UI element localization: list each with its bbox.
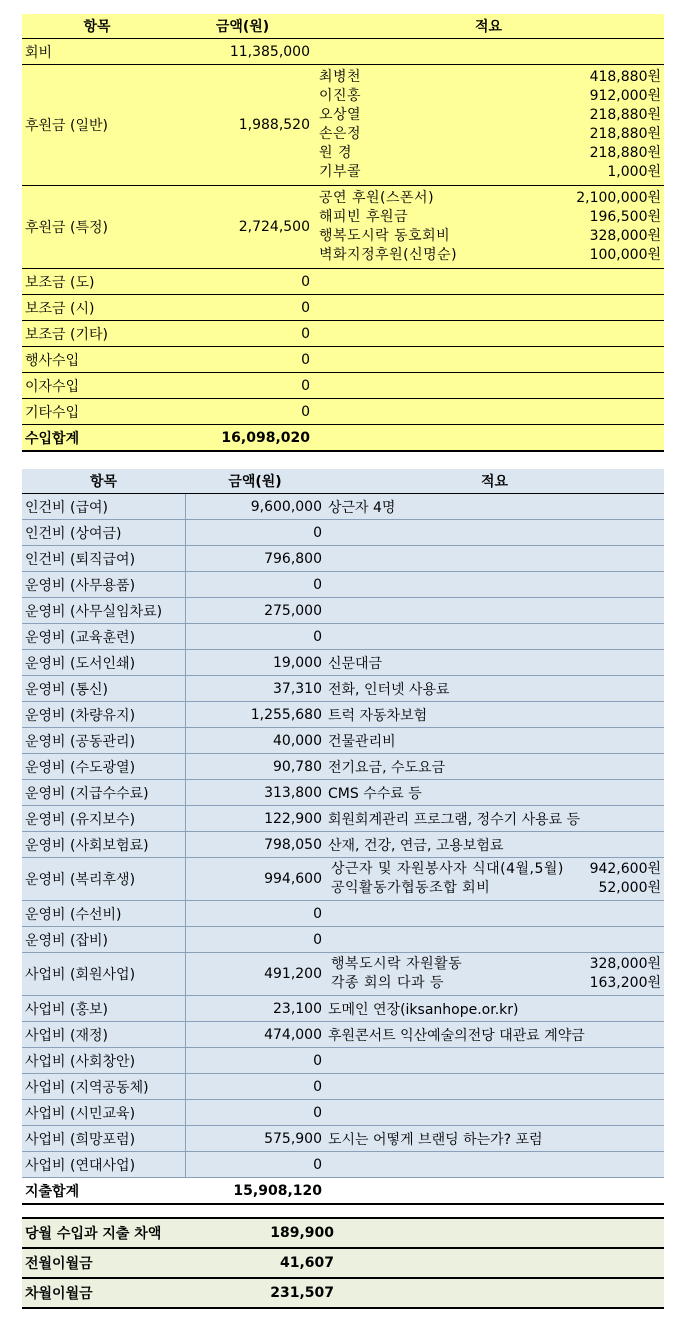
expense-item: 사업비 (지역공동체) — [22, 1074, 185, 1100]
income-item: 기타수입 — [22, 399, 172, 425]
expense-note: 상근자 4명 — [325, 494, 664, 520]
detail-amount: 163,200원 — [589, 975, 661, 991]
summary-amount: 231,507 — [222, 1278, 337, 1308]
expense-note — [325, 1074, 664, 1100]
income-details — [313, 65, 664, 186]
expense-row — [22, 780, 664, 806]
detail-amount: 1,000원 — [607, 164, 661, 180]
expense-total-row — [22, 1178, 664, 1205]
income-amount: 0 — [172, 295, 313, 321]
income-details — [313, 295, 664, 321]
detail-line — [319, 68, 661, 87]
expense-row — [22, 1048, 664, 1074]
expense-amount: 0 — [185, 1152, 325, 1178]
expense-note — [325, 624, 664, 650]
expense-amount: 122,900 — [185, 806, 325, 832]
income-item: 이자수입 — [22, 373, 172, 399]
expense-row — [22, 858, 664, 901]
expense-note: 산재, 건강, 연금, 고용보험료 — [325, 832, 664, 858]
detail-amount: 196,500원 — [589, 209, 661, 225]
expense-amount: 23,100 — [185, 996, 325, 1022]
expense-header-details: 적요 — [325, 469, 664, 494]
expense-item: 사업비 (시민교육) — [22, 1100, 185, 1126]
expense-item: 운영비 (교육훈련) — [22, 624, 185, 650]
expense-row — [22, 832, 664, 858]
expense-note: 전화, 인터넷 사용료 — [325, 676, 664, 702]
detail-amount: 418,880원 — [589, 69, 661, 85]
expense-item: 운영비 (공동관리) — [22, 728, 185, 754]
detail-name: 원 경 — [319, 145, 352, 161]
expense-item: 운영비 (수선비) — [22, 901, 185, 927]
summary-table — [22, 1217, 664, 1309]
detail-amount: 52,000원 — [598, 880, 661, 896]
expense-total-label: 지출합계 — [22, 1178, 185, 1205]
income-item: 후원금 (특정) — [22, 186, 172, 269]
detail-line — [319, 125, 661, 144]
detail-name: 각종 회의 다과 등 — [331, 975, 445, 991]
expense-row — [22, 598, 664, 624]
expense-row — [22, 624, 664, 650]
expense-item: 사업비 (사회창안) — [22, 1048, 185, 1074]
expense-item: 운영비 (잡비) — [22, 927, 185, 953]
summary-row-next-carryover — [22, 1278, 664, 1308]
expense-row — [22, 728, 664, 754]
detail-name: 행복도시락 자원활동 — [331, 956, 463, 972]
expense-note: 트럭 자동차보험 — [325, 702, 664, 728]
expense-item: 인건비 (급여) — [22, 494, 185, 520]
income-row — [22, 321, 664, 347]
expense-amount: 90,780 — [185, 754, 325, 780]
detail-line — [319, 163, 661, 182]
income-row — [22, 39, 664, 65]
detail-amount: 218,880원 — [589, 145, 661, 161]
expense-header-row — [22, 469, 664, 494]
detail-amount: 218,880원 — [589, 107, 661, 123]
expense-amount: 0 — [185, 927, 325, 953]
expense-amount: 0 — [185, 1074, 325, 1100]
income-row — [22, 186, 664, 269]
summary-label: 전월이월금 — [22, 1248, 222, 1278]
income-amount: 0 — [172, 321, 313, 347]
income-amount: 2,724,500 — [172, 186, 313, 269]
detail-line — [319, 106, 661, 125]
expense-amount: 0 — [185, 572, 325, 598]
income-item: 보조금 (기타) — [22, 321, 172, 347]
expense-amount: 275,000 — [185, 598, 325, 624]
detail-name: 기부콜 — [319, 164, 362, 180]
expense-amount: 313,800 — [185, 780, 325, 806]
expense-row — [22, 650, 664, 676]
expense-row — [22, 1074, 664, 1100]
expense-note: 신문대금 — [325, 650, 664, 676]
expense-note: 회원회계관리 프로그램, 정수기 사용료 등 — [325, 806, 664, 832]
income-amount: 0 — [172, 269, 313, 295]
expense-item: 사업비 (홍보) — [22, 996, 185, 1022]
expense-amount: 19,000 — [185, 650, 325, 676]
summary-row-previous-carryover — [22, 1248, 664, 1278]
expense-note — [325, 953, 664, 996]
expense-amount: 0 — [185, 1048, 325, 1074]
detail-line — [319, 189, 661, 208]
income-row — [22, 399, 664, 425]
expense-header-amount: 금액(원) — [185, 469, 325, 494]
expense-row — [22, 572, 664, 598]
expense-item: 운영비 (도서인쇄) — [22, 650, 185, 676]
detail-name: 행복도시락 동호회비 — [319, 228, 451, 244]
detail-amount: 100,000원 — [589, 247, 661, 263]
expense-item: 운영비 (통신) — [22, 676, 185, 702]
expense-amount: 798,050 — [185, 832, 325, 858]
expense-note — [325, 1100, 664, 1126]
expense-row — [22, 754, 664, 780]
detail-amount: 942,600원 — [589, 861, 661, 877]
detail-line — [331, 955, 661, 974]
expense-rows — [22, 494, 664, 1178]
income-details — [313, 39, 664, 65]
detail-line — [319, 87, 661, 106]
income-row — [22, 373, 664, 399]
income-item: 후원금 (일반) — [22, 65, 172, 186]
income-amount: 0 — [172, 373, 313, 399]
income-item: 보조금 (시) — [22, 295, 172, 321]
income-item: 행사수입 — [22, 347, 172, 373]
expense-amount: 0 — [185, 624, 325, 650]
expense-row — [22, 676, 664, 702]
income-row — [22, 65, 664, 186]
income-amount: 1,988,520 — [172, 65, 313, 186]
detail-name: 최병천 — [319, 69, 362, 85]
expense-item: 운영비 (사회보험료) — [22, 832, 185, 858]
expense-row — [22, 996, 664, 1022]
expense-item: 인건비 (퇴직급여) — [22, 546, 185, 572]
income-header-amount: 금액(원) — [172, 14, 313, 39]
expense-header-item: 항목 — [22, 469, 185, 494]
income-total-amount: 16,098,020 — [172, 425, 313, 452]
expense-note: 도시는 어떻게 브랜딩 하는가? 포럼 — [325, 1126, 664, 1152]
expense-note — [325, 927, 664, 953]
expense-row — [22, 901, 664, 927]
expense-note — [325, 901, 664, 927]
income-table — [22, 14, 664, 452]
income-row — [22, 295, 664, 321]
expense-row — [22, 546, 664, 572]
detail-name: 오상열 — [319, 107, 362, 123]
expense-amount: 0 — [185, 1100, 325, 1126]
income-amount: 11,385,000 — [172, 39, 313, 65]
detail-amount: 912,000원 — [589, 88, 661, 104]
expense-item: 운영비 (사무용품) — [22, 572, 185, 598]
detail-amount: 328,000원 — [589, 228, 661, 244]
expense-row — [22, 1100, 664, 1126]
expense-item: 운영비 (지급수수료) — [22, 780, 185, 806]
detail-name: 벽화지정후원(신명순) — [319, 247, 458, 263]
expense-item: 사업비 (재정) — [22, 1022, 185, 1048]
detail-line — [319, 144, 661, 163]
summary-amount: 189,900 — [222, 1218, 337, 1248]
expense-amount: 1,255,680 — [185, 702, 325, 728]
detail-amount: 2,100,000원 — [576, 190, 661, 206]
expense-item: 운영비 (복리후생) — [22, 858, 185, 901]
expense-item: 운영비 (유지보수) — [22, 806, 185, 832]
detail-line — [319, 208, 661, 227]
detail-amount: 218,880원 — [589, 126, 661, 142]
expense-row — [22, 927, 664, 953]
expense-item: 운영비 (수도광열) — [22, 754, 185, 780]
income-total-label: 수입합계 — [22, 425, 172, 452]
expense-row — [22, 1022, 664, 1048]
expense-amount: 0 — [185, 901, 325, 927]
expense-note — [325, 520, 664, 546]
detail-line — [319, 227, 661, 246]
detail-name: 이진홍 — [319, 88, 362, 104]
expense-note — [325, 598, 664, 624]
expense-note: CMS 수수료 등 — [325, 780, 664, 806]
expense-amount: 0 — [185, 520, 325, 546]
summary-amount: 41,607 — [222, 1248, 337, 1278]
detail-name: 공익활동가협동조합 회비 — [331, 880, 491, 896]
expense-row — [22, 702, 664, 728]
income-details — [313, 186, 664, 269]
income-header-row — [22, 14, 664, 39]
detail-name: 상근자 및 자원봉사자 식대(4월,5월) — [331, 861, 564, 877]
income-header-details: 적요 — [313, 14, 664, 39]
income-details — [313, 269, 664, 295]
income-amount: 0 — [172, 399, 313, 425]
detail-line — [331, 860, 661, 879]
income-details — [313, 373, 664, 399]
summary-label: 차월이월금 — [22, 1278, 222, 1308]
expense-row — [22, 1152, 664, 1178]
detail-amount: 328,000원 — [589, 956, 661, 972]
income-item: 보조금 (도) — [22, 269, 172, 295]
expense-item: 사업비 (회원사업) — [22, 953, 185, 996]
expense-row — [22, 494, 664, 520]
income-details — [313, 321, 664, 347]
detail-name: 손은정 — [319, 126, 362, 142]
expense-note — [325, 1048, 664, 1074]
expense-item: 운영비 (사무실임차료) — [22, 598, 185, 624]
expense-note: 건물관리비 — [325, 728, 664, 754]
expense-item: 사업비 (희망포럼) — [22, 1126, 185, 1152]
expense-row — [22, 953, 664, 996]
detail-name: 공연 후원(스폰서) — [319, 190, 435, 206]
summary-row-difference — [22, 1218, 664, 1248]
income-details — [313, 399, 664, 425]
expense-amount: 575,900 — [185, 1126, 325, 1152]
expense-note — [325, 858, 664, 901]
expense-item: 인건비 (상여금) — [22, 520, 185, 546]
income-row — [22, 347, 664, 373]
expense-amount: 994,600 — [185, 858, 325, 901]
expense-note — [325, 572, 664, 598]
expense-amount: 491,200 — [185, 953, 325, 996]
expense-amount: 474,000 — [185, 1022, 325, 1048]
income-amount: 0 — [172, 347, 313, 373]
expense-note: 전기요금, 수도요금 — [325, 754, 664, 780]
income-rows — [22, 39, 664, 425]
expense-note: 후원콘서트 익산예술의전당 대관료 계약금 — [325, 1022, 664, 1048]
income-item: 회비 — [22, 39, 172, 65]
expense-item: 사업비 (연대사업) — [22, 1152, 185, 1178]
expense-row — [22, 1126, 664, 1152]
expense-note — [325, 1152, 664, 1178]
detail-line — [331, 974, 661, 993]
income-total-row — [22, 425, 664, 452]
detail-line — [319, 246, 661, 265]
expense-item: 운영비 (차량유지) — [22, 702, 185, 728]
expense-row — [22, 520, 664, 546]
income-details — [313, 347, 664, 373]
expense-table — [22, 469, 664, 1205]
summary-label: 당월 수입과 지출 차액 — [22, 1218, 222, 1248]
expense-note: 도메인 연장(iksanhope.or.kr) — [325, 996, 664, 1022]
expense-amount: 9,600,000 — [185, 494, 325, 520]
expense-note — [325, 546, 664, 572]
expense-total-amount: 15,908,120 — [185, 1178, 325, 1205]
income-header-item: 항목 — [22, 14, 172, 39]
income-row — [22, 269, 664, 295]
expense-amount: 40,000 — [185, 728, 325, 754]
expense-row — [22, 806, 664, 832]
expense-amount: 796,800 — [185, 546, 325, 572]
detail-name: 해피빈 후원금 — [319, 209, 409, 225]
expense-amount: 37,310 — [185, 676, 325, 702]
detail-line — [331, 879, 661, 898]
